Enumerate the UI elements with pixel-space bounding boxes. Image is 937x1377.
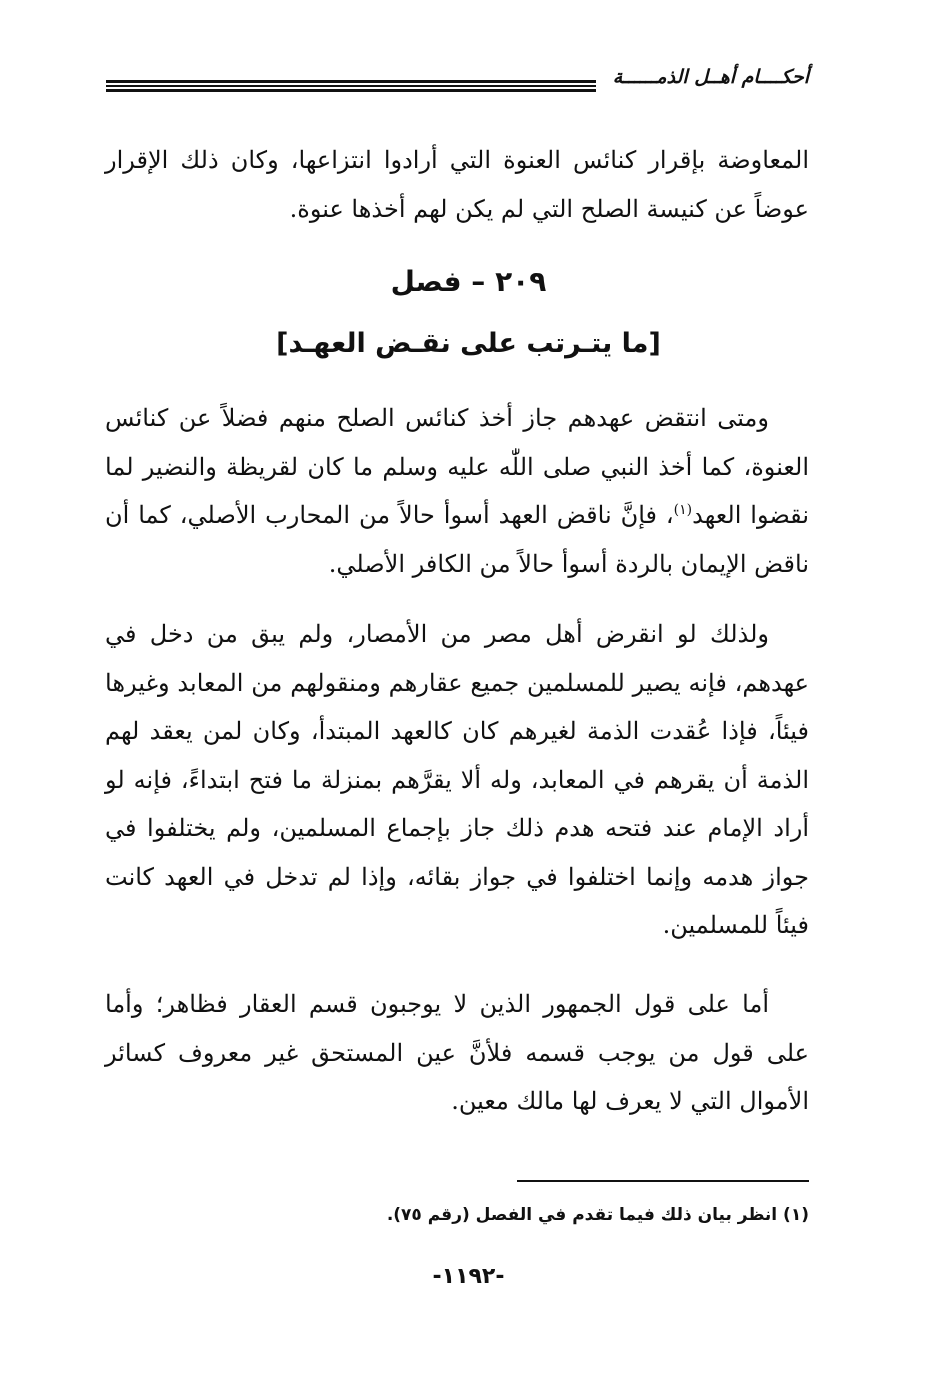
- paragraph-text: [105, 394, 809, 588]
- paragraph-breach: [105, 394, 809, 588]
- paragraph-extinction: [105, 610, 809, 950]
- footnote-reference: (١): [673, 502, 693, 518]
- paragraph-text-part: ومتى انتقض عهدهم جاز أخذ كنائس الصلح منهم فضلاً عن كنائس العنوة، كما أخذ النبي صلى اللّٰه عليه وسلم ما كان لقريظة والنضير لما نقضوا العهد: [105, 404, 810, 529]
- paragraph-continuation: [105, 136, 809, 233]
- running-title: أحكــــام أهــل الذمــــــة: [612, 66, 809, 88]
- paragraph-text: المعاوضة بإقرار كنائس العنوة التي أرادوا انتزاعها، وكان ذلك الإقرار عوضاً عن كنيسة الصلح التي لم يكن لهم أخذها عنوة.: [105, 146, 809, 223]
- paragraph-text-part: ، فإنَّ ناقض العهد أسوأ حالاً من المحارب الأصلي، كما أن ناقض الإيمان بالردة أسوأ حالاً من الكافر الأصلي.: [105, 501, 809, 578]
- footnote-separator: [517, 1180, 809, 1182]
- header-double-rule: [106, 80, 596, 92]
- paragraph-text: أما على قول الجمهور الذين لا يوجبون قسم العقار فظاهر؛ وأما على قول من يوجب قسمه فلأنَّ عين المستحق غير معروف كسائر الأموال التي لا يعرف لها مالك معين.: [105, 990, 809, 1115]
- paragraph-text: ولذلك لو انقرض أهل مصر من الأمصار، ولم يبق من دخل في عهدهم، فإنه يصير للمسلمين جميع عقارهم ومنقولهم من المعابد وغيرها فيئاً، فإذا عُقدت الذمة لغيرهم كان كالعهد المبتدأ، وكان لمن يعقد لهم الذمة أن يقرهم في المعابد، وله ألا يقرَّهم بمنزلة ما فتح ابتداءً، فإنه لو أراد الإمام عند فتحه هدم ذلك جاز بإجماع المسلمين، ولم يختلفوا في جواز هدمه وإنما اختلفوا في جواز بقائه، وإذا لم تدخل في العهد كانت فيئاً للمسلمين.: [105, 620, 809, 939]
- footnote: (١) انظر بيان ذلك فيما تقدم في الفصل (رقم ٧٥).: [386, 1205, 809, 1225]
- page-number: -١١٩٢-: [432, 1264, 505, 1289]
- section-title: [ما يتـرتب على نقـض العهـد]: [276, 328, 661, 359]
- paragraph-majority: [105, 980, 809, 1126]
- section-number: ٢٠٩ – فصل: [390, 265, 547, 298]
